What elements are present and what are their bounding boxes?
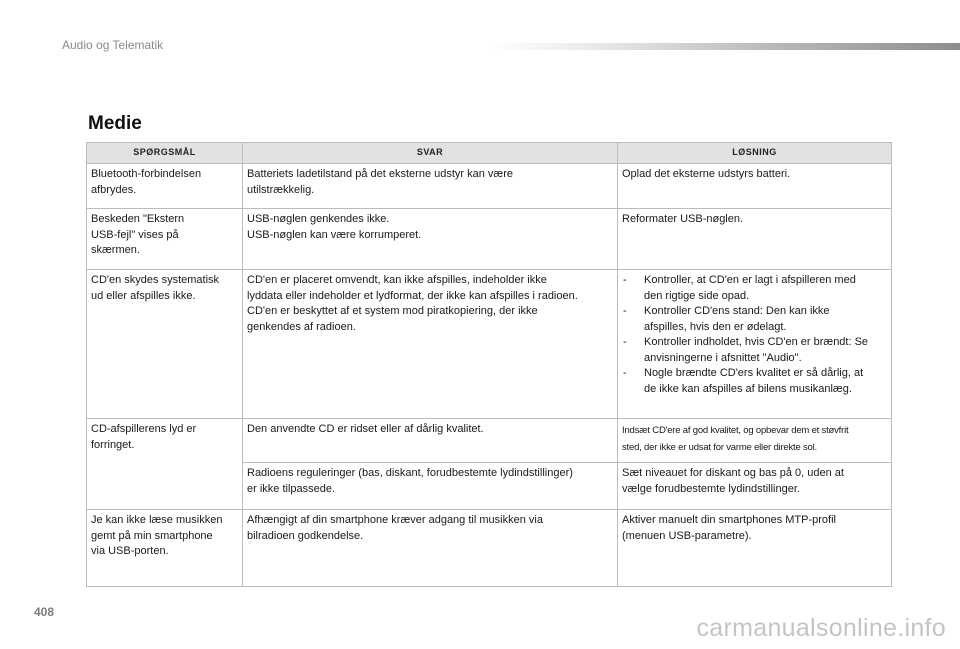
- cell-line: Radioens reguleringer (bas, diskant, forudbestemte lydindstillinger): [247, 467, 573, 479]
- table-row: [87, 164, 892, 209]
- column-header-solution: LØSNING: [618, 143, 892, 164]
- list-item: [622, 304, 887, 335]
- solution-cell: [618, 270, 892, 419]
- cell-line: CD'en er placeret omvendt, kan ikke afspilles, indeholder ikke: [247, 274, 547, 286]
- question-cell: [87, 209, 243, 270]
- cell-line: de ikke kan afspilles af bilens musikanlæg.: [644, 382, 852, 395]
- solution-cell: [618, 209, 892, 270]
- cell-line: - Kontroller indholdet, hvis CD'en er brændt: Se: [644, 336, 869, 348]
- cell-line: Oplad det eksterne udstyrs batteri.: [622, 168, 791, 180]
- column-header-answer: SVAR: [243, 143, 618, 164]
- header-gradient-bar: [490, 43, 960, 50]
- cell-line: den rigtige side opad.: [644, 289, 750, 302]
- faq-table: [86, 142, 892, 587]
- cell-line: afbrydes.: [91, 183, 137, 196]
- watermark: carmanualsonline.info: [696, 614, 946, 642]
- cell-line: vælge forudbestemte lydindstillinger.: [622, 482, 800, 495]
- cell-line: USB-nøglen kan være korrumperet.: [247, 228, 422, 241]
- answer-cell: [243, 270, 618, 419]
- question-cell: [87, 510, 243, 587]
- table-header-row: [87, 143, 892, 164]
- cell-line: - Kontroller CD'ens stand: Den kan ikke: [644, 305, 830, 317]
- table-row: [87, 419, 892, 463]
- column-header-question: SPØRGSMÅL: [87, 143, 243, 164]
- cell-line: ud eller afspilles ikke.: [91, 289, 196, 302]
- solution-cell: [618, 510, 892, 587]
- question-cell: [87, 164, 243, 209]
- answer-cell: [243, 419, 618, 463]
- cell-line: sted, der ikke er udsat for varme eller direkte sol.: [622, 442, 817, 453]
- answer-cell: [243, 164, 618, 209]
- cell-line: bilradioen godkendelse.: [247, 529, 364, 542]
- cell-line: (menuen USB-parametre).: [622, 529, 752, 542]
- cell-line: - Kontroller, at CD'en er lagt i afspilleren med: [644, 274, 856, 286]
- cell-line: Reformater USB-nøglen.: [622, 213, 744, 225]
- cell-line: Indsæt CD'ere af god kvalitet, og opbevar dem et støvfrit: [622, 425, 849, 436]
- cell-line: CD'en er beskyttet af et system mod piratkopiering, der ikke: [247, 305, 538, 317]
- solution-cell: [618, 419, 892, 463]
- cell-line: Den anvendte CD er ridset eller af dårlig kvalitet.: [247, 423, 484, 435]
- answer-cell: [243, 209, 618, 270]
- table-row: [87, 510, 892, 587]
- cell-line: anvisningerne i afsnittet "Audio".: [644, 351, 802, 364]
- cell-line: Beskeden "Ekstern: [91, 213, 185, 225]
- list-item: [622, 335, 887, 366]
- cell-line: skærmen.: [91, 244, 140, 256]
- cell-line: genkendes af radioen.: [247, 320, 356, 333]
- answer-cell: [243, 510, 618, 587]
- cell-line: USB-nøglen genkendes ikke.: [247, 213, 390, 225]
- cell-line: USB-fejl" vises på: [91, 228, 179, 241]
- cell-line: Je kan ikke læse musikken: [91, 514, 223, 526]
- cell-line: - Nogle brændte CD'ers kvalitet er så dårlig, at: [644, 367, 864, 379]
- cell-line: CD-afspillerens lyd er: [91, 423, 197, 435]
- cell-line: afspilles, hvis den er ødelagt.: [644, 320, 787, 333]
- cell-line: er ikke tilpassede.: [247, 482, 336, 495]
- cell-line: Aktiver manuelt din smartphones MTP-profil: [622, 514, 836, 526]
- header-title: Audio og Telematik: [62, 38, 164, 52]
- solution-list: [622, 273, 887, 397]
- table-row: [87, 270, 892, 419]
- cell-line: utilstrækkelig.: [247, 183, 315, 196]
- solution-cell: [618, 463, 892, 510]
- list-item: [622, 366, 887, 397]
- page-number: 408: [34, 605, 55, 619]
- solution-cell: [618, 164, 892, 209]
- cell-line: via USB-porten.: [91, 545, 169, 557]
- cell-line: Batteriets ladetilstand på det eksterne udstyr kan være: [247, 168, 513, 180]
- table-row: [87, 209, 892, 270]
- question-cell: [87, 419, 243, 510]
- list-item: [622, 273, 887, 304]
- section-title: Medie: [88, 113, 142, 134]
- question-cell: [87, 270, 243, 419]
- cell-line: Afhængigt af din smartphone kræver adgang til musikken via: [247, 514, 543, 526]
- cell-line: Bluetooth-forbindelsen: [91, 168, 202, 180]
- cell-line: Sæt niveauet for diskant og bas på 0, uden at: [622, 467, 844, 479]
- answer-cell: [243, 463, 618, 510]
- cell-line: CD'en skydes systematisk: [91, 274, 220, 286]
- cell-line: gemt på min smartphone: [91, 529, 213, 542]
- cell-line: forringet.: [91, 438, 135, 451]
- cell-line: lyddata eller indeholder et lydformat, der ikke kan afspilles i radioen.: [247, 289, 578, 302]
